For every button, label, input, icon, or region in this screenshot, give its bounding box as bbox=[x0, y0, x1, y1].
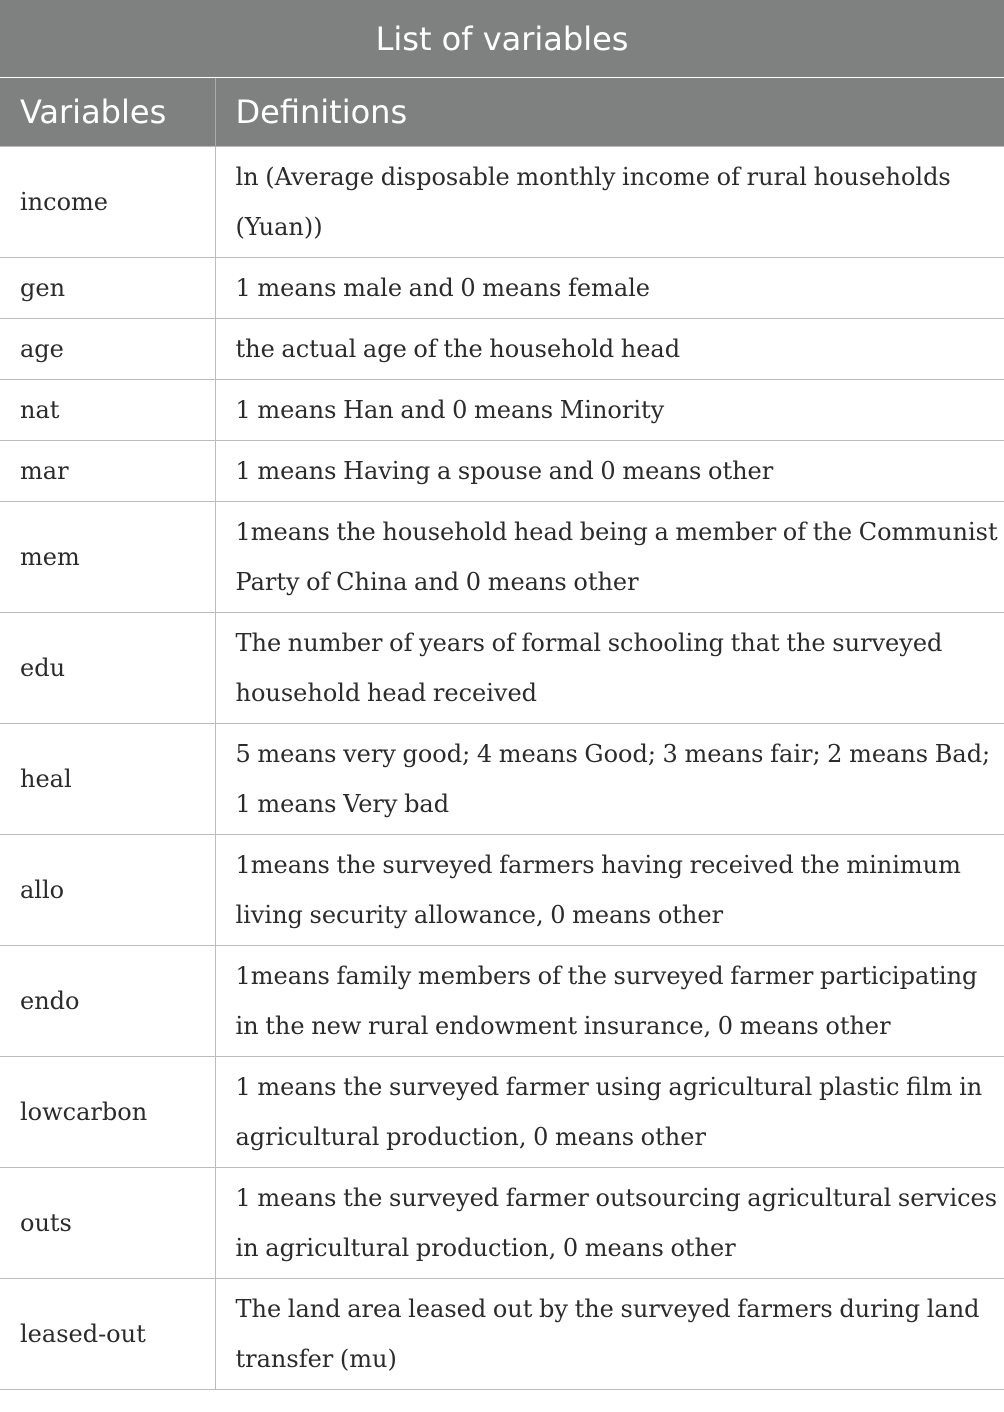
variable-cell: heal bbox=[0, 724, 215, 835]
variable-cell: mem bbox=[0, 502, 215, 613]
variable-cell: gen bbox=[0, 258, 215, 319]
definition-cell: 1 means Having a spouse and 0 means other bbox=[215, 441, 1004, 502]
table-row bbox=[0, 946, 1004, 1057]
table-row bbox=[0, 1057, 1004, 1168]
variable-cell: mar bbox=[0, 441, 215, 502]
table-row bbox=[0, 441, 1004, 502]
table-header-row bbox=[0, 78, 1004, 147]
definition-cell: 1 means male and 0 means female bbox=[215, 258, 1004, 319]
table-row bbox=[0, 613, 1004, 724]
definition-cell: 1 means Han and 0 means Minority bbox=[215, 380, 1004, 441]
table-row bbox=[0, 835, 1004, 946]
variable-cell: leased-out bbox=[0, 1279, 215, 1390]
column-header-variables: Variables bbox=[0, 78, 215, 147]
table-row bbox=[0, 380, 1004, 441]
variable-cell: nat bbox=[0, 380, 215, 441]
definition-cell: 1means the surveyed farmers having received the minimum living security allowance, 0 means other bbox=[215, 835, 1004, 946]
variable-cell: allo bbox=[0, 835, 215, 946]
variable-cell: age bbox=[0, 319, 215, 380]
table-title-row bbox=[0, 0, 1004, 78]
variable-cell: outs bbox=[0, 1168, 215, 1279]
table-title: List of variables bbox=[0, 0, 1004, 78]
definition-cell: ln (Average disposable monthly income of rural households (Yuan)) bbox=[215, 147, 1004, 258]
variable-cell: edu bbox=[0, 613, 215, 724]
table-row bbox=[0, 1168, 1004, 1279]
table-row bbox=[0, 319, 1004, 380]
definition-cell: 1 means the surveyed farmer outsourcing agricultural services in agricultural production, 0 means other bbox=[215, 1168, 1004, 1279]
definition-cell: The number of years of formal schooling that the surveyed household head received bbox=[215, 613, 1004, 724]
definition-cell: 1means family members of the surveyed farmer participating in the new rural endowment insurance, 0 means other bbox=[215, 946, 1004, 1057]
table-row bbox=[0, 724, 1004, 835]
definition-cell: 5 means very good; 4 means Good; 3 means fair; 2 means Bad; 1 means Very bad bbox=[215, 724, 1004, 835]
table-row bbox=[0, 258, 1004, 319]
definition-cell: 1 means the surveyed farmer using agricultural plastic film in agricultural production, 0 means other bbox=[215, 1057, 1004, 1168]
table-row bbox=[0, 502, 1004, 613]
definition-cell: the actual age of the household head bbox=[215, 319, 1004, 380]
table-row bbox=[0, 147, 1004, 258]
variable-cell: lowcarbon bbox=[0, 1057, 215, 1168]
variable-cell: income bbox=[0, 147, 215, 258]
definition-cell: 1means the household head being a member of the Communist Party of China and 0 means other bbox=[215, 502, 1004, 613]
definition-cell: The land area leased out by the surveyed farmers during land transfer (mu) bbox=[215, 1279, 1004, 1390]
column-header-definitions: Definitions bbox=[215, 78, 1004, 147]
variable-cell: endo bbox=[0, 946, 215, 1057]
table-row bbox=[0, 1279, 1004, 1390]
